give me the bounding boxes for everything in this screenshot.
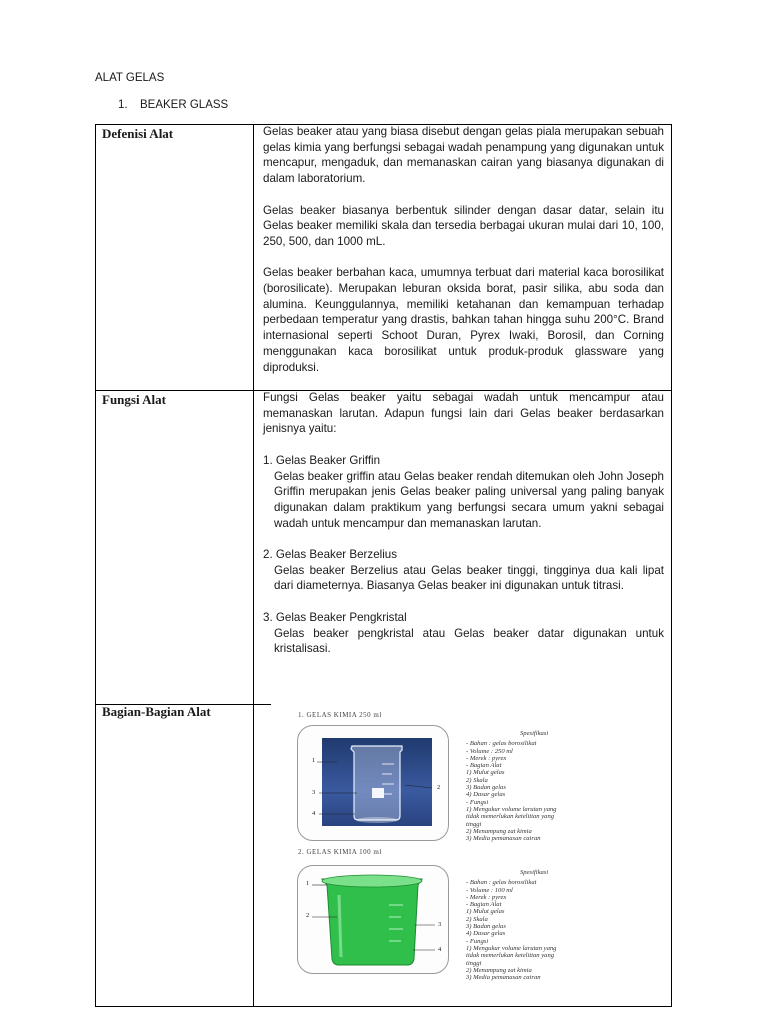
callout-3: 3 bbox=[438, 921, 442, 928]
table-border-bottom bbox=[95, 1006, 672, 1007]
spec-title: Spesifikasi bbox=[520, 730, 549, 737]
spec-line: tidak memerlukan ketelitian yang bbox=[466, 952, 555, 960]
spec-line: - Merek : pyrex bbox=[466, 754, 507, 762]
row-label-bagian: Bagian-Bagian Alat bbox=[102, 704, 211, 719]
fungsi-item-title: 2. Gelas Beaker Berzelius bbox=[263, 548, 398, 561]
spec-line: - Fungsi bbox=[466, 937, 489, 945]
spec-title: Spesifikasi bbox=[520, 869, 549, 876]
callout-1: 1 bbox=[306, 880, 310, 887]
table-border-left bbox=[95, 124, 96, 1007]
spec-list-100ml bbox=[466, 869, 556, 981]
callout-3: 3 bbox=[312, 789, 316, 796]
spec-line: 1) Mengukur volume larutan yang bbox=[466, 944, 557, 952]
spec-line: - Volume : 250 ml bbox=[466, 747, 513, 755]
spec-line: 2) Skala bbox=[466, 915, 488, 923]
spec-line: 1) Mengukur volume larutan yang bbox=[466, 805, 557, 813]
table-border-right bbox=[671, 124, 672, 1007]
spec-line: - Volume : 100 ml bbox=[466, 886, 513, 894]
callout-1: 1 bbox=[312, 757, 316, 764]
spec-line: 1) Mulut gelas bbox=[466, 908, 505, 916]
spec-line: tidak memerlukan ketelitian yang bbox=[466, 813, 555, 821]
spec-line: 3) Media pemanasan cairan bbox=[466, 974, 541, 982]
spec-line: - Bahan : gelas borosilikat bbox=[466, 740, 537, 748]
spec-line: 2) Menampung zat kimia bbox=[466, 966, 532, 974]
spec-line: - Bahan : gelas borosilikat bbox=[466, 879, 537, 887]
spec-line: 4) Dasar gelas bbox=[466, 791, 506, 799]
figure-title-100ml: 2. GELAS KIMIA 100 ml bbox=[298, 848, 382, 856]
spec-line: 3) Media pemanasan cairan bbox=[466, 835, 541, 843]
section-title: ALAT GELAS bbox=[95, 72, 165, 84]
definisi-paragraph-1: Gelas beaker atau yang biasa disebut dengan gelas piala merupakan sebuah gelas kimia yang berfungsi sebagai wadah penampung yang digunakan untuk mencapur, mengaduk, dan memanaskan cairan yang biasanya digunakan di dalam laboratorium. bbox=[263, 125, 664, 186]
spec-line: tinggi bbox=[466, 959, 482, 967]
item-number: 1. bbox=[118, 99, 128, 111]
callout-2: 2 bbox=[437, 784, 441, 791]
spec-line: - Merek : pyrex bbox=[466, 893, 507, 901]
row-label-definisi: Defenisi Alat bbox=[102, 126, 174, 141]
spec-line: - Fungsi bbox=[466, 798, 489, 806]
item-title: BEAKER GLASS bbox=[140, 99, 229, 111]
spec-line: 3) Badan gelas bbox=[466, 784, 506, 792]
callout-lines-250ml bbox=[297, 725, 447, 839]
fungsi-intro: Fungsi Gelas beaker yaitu sebagai wadah untuk mencampur atau memanaskan larutan. Adapun fungsi lain dari Gelas beaker berdasarkan jenisnya yaitu: bbox=[263, 391, 664, 436]
spec-line: tinggi bbox=[466, 820, 482, 828]
table-column-divider bbox=[253, 124, 254, 1007]
callout-2: 2 bbox=[306, 912, 310, 919]
fungsi-item-text: Gelas beaker pengkristal atau Gelas beaker datar digunakan untuk kristalisasi. bbox=[274, 626, 664, 656]
figure-title-250ml: 1. GELAS KIMIA 250 ml bbox=[298, 711, 382, 719]
fungsi-text bbox=[263, 390, 664, 657]
spec-line: 2) Skala bbox=[466, 776, 488, 784]
definisi-paragraph-2: Gelas beaker biasanya berbentuk silinder dengan dasar datar, selain itu Gelas beaker memiliki skala dan tersedia berbagai ukuran mulai dari 10, 100, 250, 500, dan 1000 mL. bbox=[263, 203, 664, 248]
fungsi-item-title: 3. Gelas Beaker Pengkristal bbox=[263, 610, 407, 624]
callout-4: 4 bbox=[312, 810, 316, 817]
fungsi-item-title: 1. Gelas Beaker Griffin bbox=[263, 453, 381, 467]
row-label-fungsi: Fungsi Alat bbox=[102, 392, 166, 407]
spec-line: 1) Mulut gelas bbox=[466, 769, 505, 777]
definisi-paragraph-3: Gelas beaker berbahan kaca, umumnya terbuat dari material kaca borosilikat (borosilicate). Merupakan leburan oksida borat, pasir silika, abu soda dan alumina. Keunggulannya, memiliki ketahanan dan kemampuan terhadap perbedaan temperatur yang drastis, bahkan tahan hingga suhu 200°C. Brand internasional seperti Schoot Duran, Pyrex Iwaki, Borosil, dan Corning menggunakan kaca borosilikat untuk produk-produk glassware yang diproduksi. bbox=[263, 266, 664, 374]
spec-line: 2) Menampung zat kimia bbox=[466, 827, 532, 835]
callout-4: 4 bbox=[438, 946, 442, 953]
fungsi-item-text: Gelas beaker griffin atau Gelas beaker rendah ditemukan oleh John Joseph Griffin merupakan jenis Gelas beaker paling universal yang paling banyak digunakan dalam praktikum yang berfungsi secara umum yakni sebagai wadah untuk mencampur dan memanaskan larutan. bbox=[274, 469, 664, 530]
spec-line: - Bagian Alat bbox=[466, 901, 502, 909]
fungsi-item-text: Gelas beaker Berzelius atau Gelas beaker tinggi, tingginya dua kali lipat dari diameternya. Biasanya Gelas beaker ini digunakan untuk titrasi. bbox=[274, 563, 664, 593]
definisi-text bbox=[263, 124, 664, 375]
spec-list-250ml bbox=[466, 730, 556, 842]
spec-line: 4) Dasar gelas bbox=[466, 930, 506, 938]
spec-line: 3) Badan gelas bbox=[466, 923, 506, 931]
beaker-100ml-icon bbox=[297, 865, 447, 972]
spec-line: - Bagian Alat bbox=[466, 762, 502, 770]
